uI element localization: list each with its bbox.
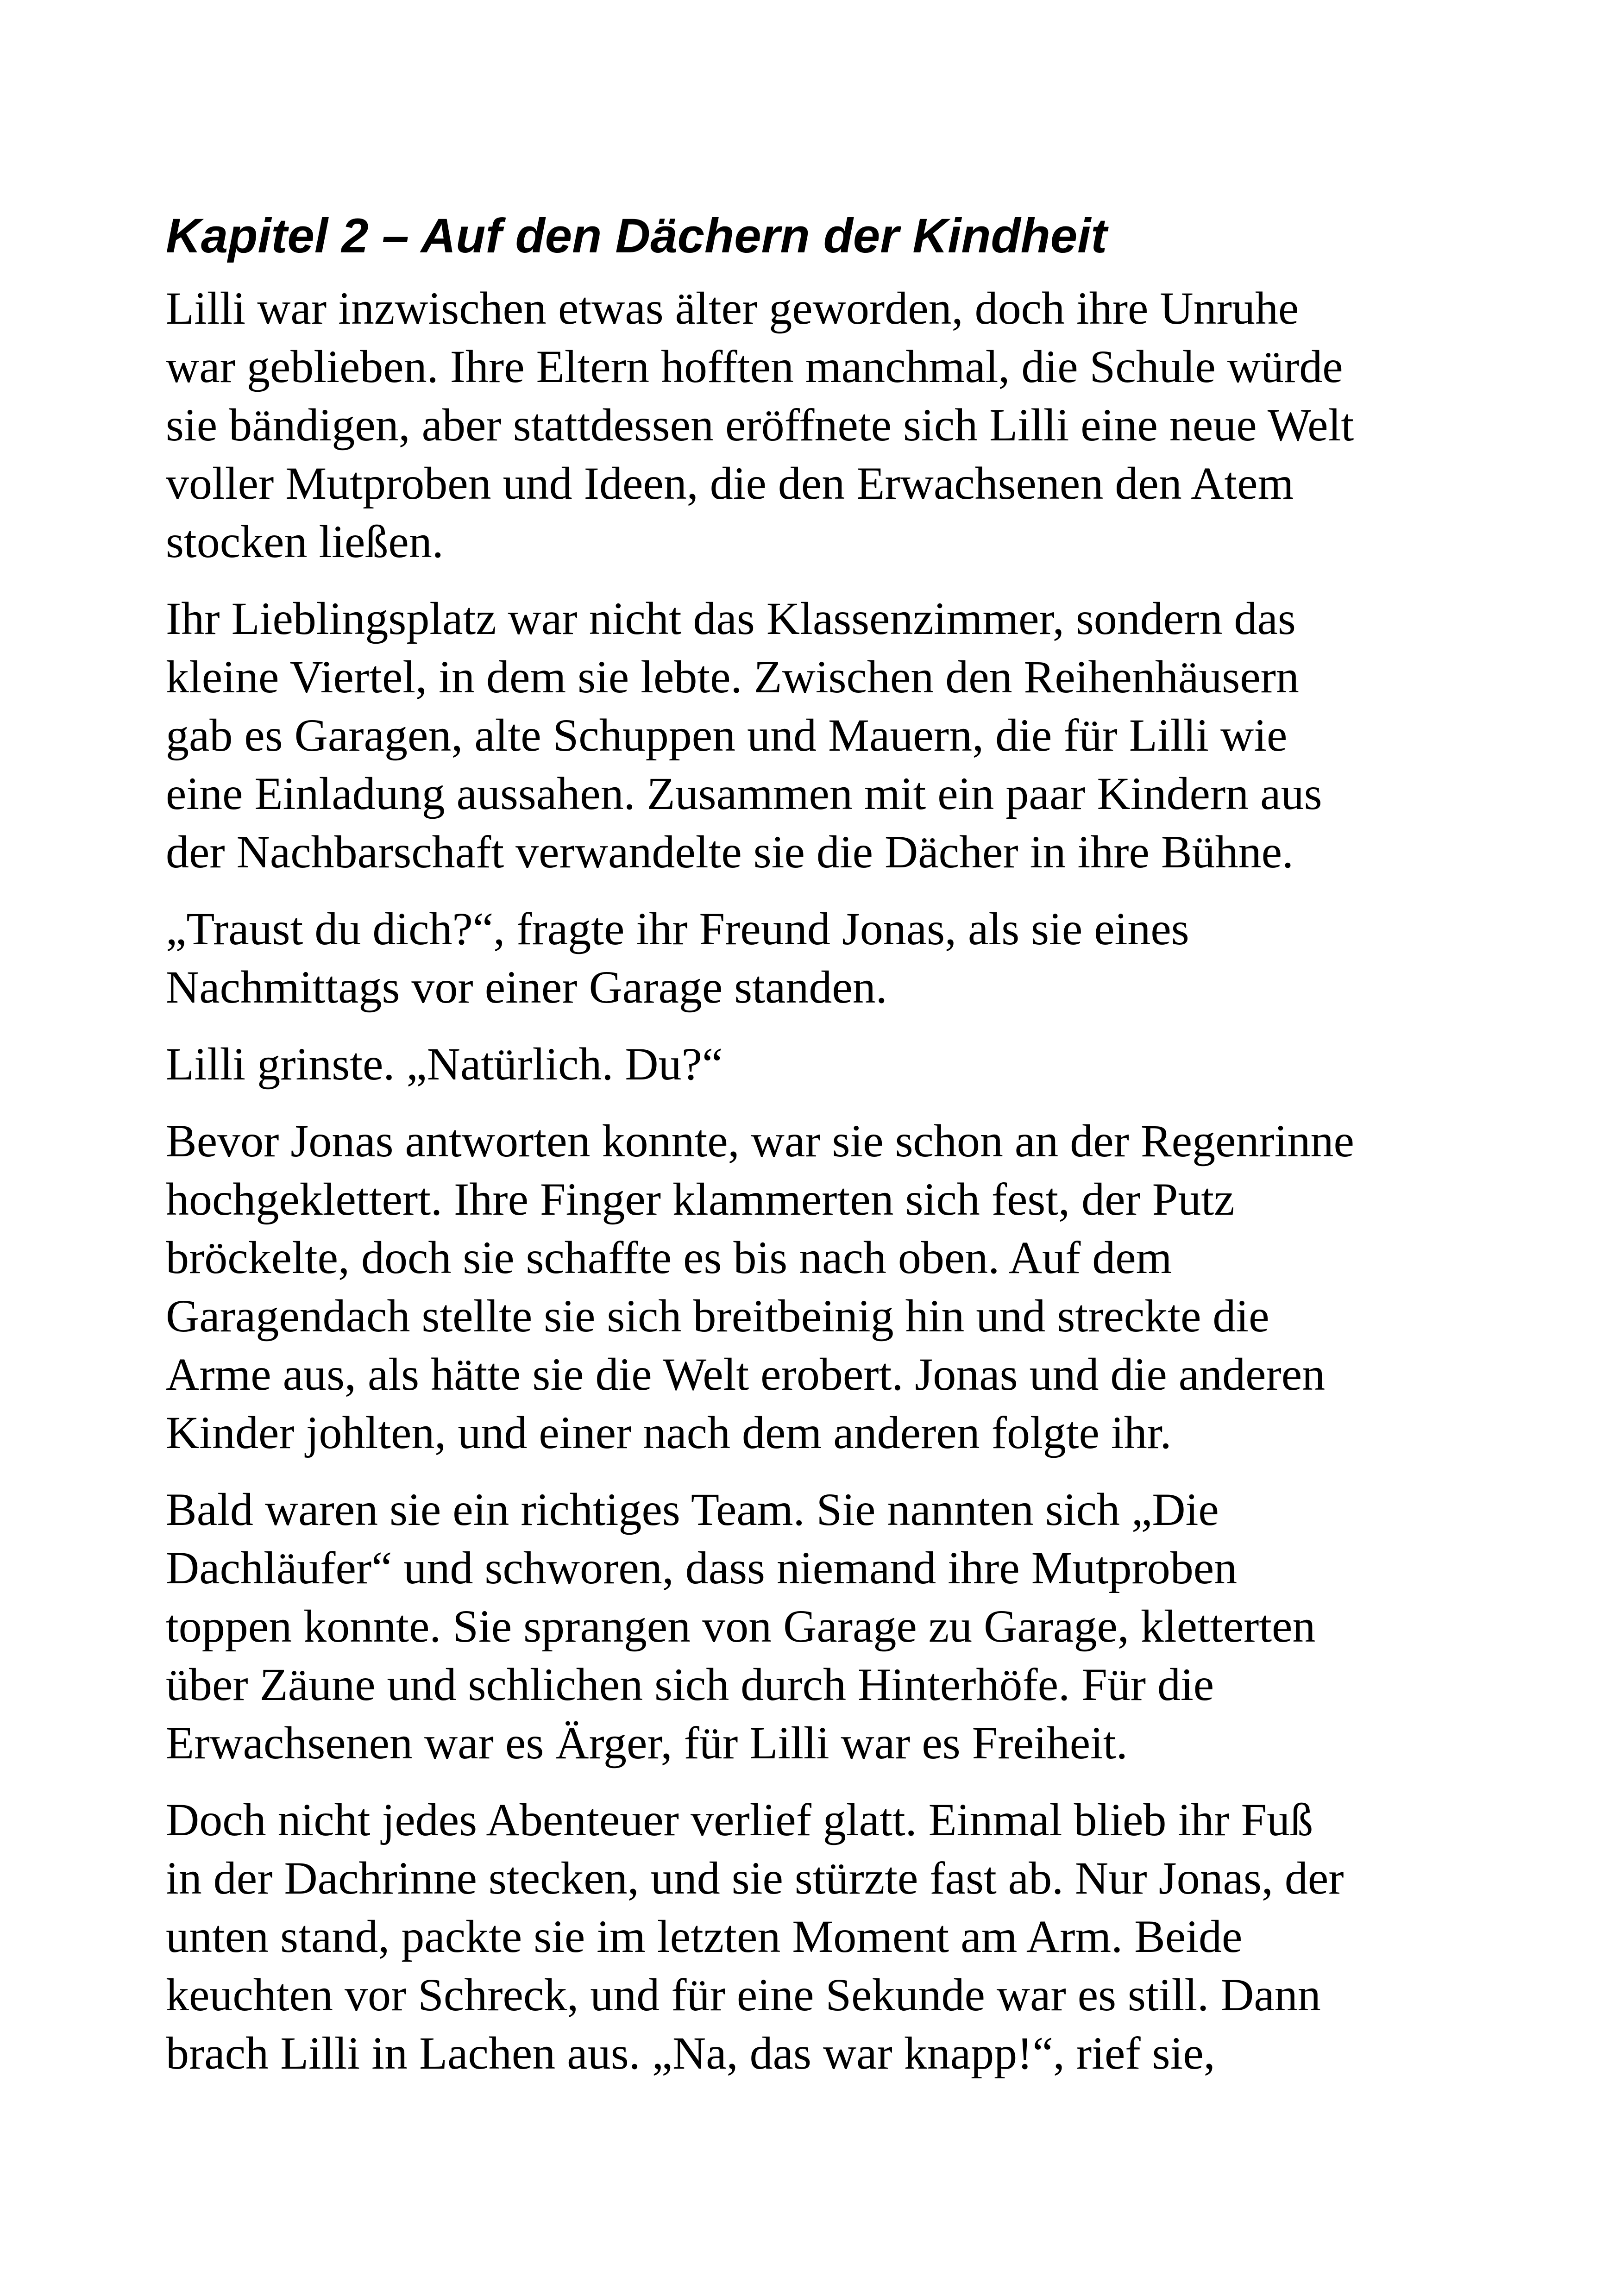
text-line: keuchten vor Schreck, und für eine Sekunde war es still. Dann xyxy=(166,1969,1321,2020)
text-line: „Traust du dich?“, fragte ihr Freund Jonas, als sie eines xyxy=(166,903,1189,954)
paragraph xyxy=(166,900,1490,1016)
text-line: über Zäune und schlichen sich durch Hinterhöfe. Für die xyxy=(166,1659,1214,1710)
text-line: brach Lilli in Lachen aus. „Na, das war knapp!“, rief sie, xyxy=(166,2027,1215,2079)
text-line: voller Mutproben und Ideen, die den Erwachsenen den Atem xyxy=(166,458,1294,509)
text-line: hochgeklettert. Ihre Finger klammerten sich fest, der Putz xyxy=(166,1173,1235,1225)
text-line: Ihr Lieblingsplatz war nicht das Klassenzimmer, sondern das xyxy=(166,593,1296,644)
paragraph xyxy=(166,1791,1490,2083)
chapter-title: Kapitel 2 – Auf den Dächern der Kindheit xyxy=(166,209,1107,263)
text-line: Nachmittags vor einer Garage standen. xyxy=(166,961,887,1013)
text-line: unten stand, packte sie im letzten Moment am Arm. Beide xyxy=(166,1911,1243,1962)
text-line: Garagendach stellte sie sich breitbeinig hin und streckte die xyxy=(166,1290,1269,1342)
text-line: toppen konnte. Sie sprangen von Garage zu Garage, kletterten xyxy=(166,1600,1316,1652)
paragraph xyxy=(166,1112,1490,1462)
text-line: Doch nicht jedes Abenteuer verlief glatt. Einmal blieb ihr Fuß xyxy=(166,1794,1313,1845)
paragraph xyxy=(166,590,1490,881)
page-content xyxy=(166,206,1490,2101)
text-line: gab es Garagen, alte Schuppen und Mauern, die für Lilli wie xyxy=(166,709,1288,761)
text-line: eine Einladung aussahen. Zusammen mit ein paar Kindern aus xyxy=(166,768,1322,819)
text-line: Erwachsenen war es Ärger, für Lilli war es Freiheit. xyxy=(166,1717,1128,1769)
text-line: war geblieben. Ihre Eltern hofften manchmal, die Schule würde xyxy=(166,341,1343,392)
text-line: sie bändigen, aber stattdessen eröffnete sich Lilli eine neue Welt xyxy=(166,399,1354,451)
text-line: Bald waren sie ein richtiges Team. Sie nannten sich „Die xyxy=(166,1484,1219,1535)
text-line: in der Dachrinne stecken, und sie stürzte fast ab. Nur Jonas, der xyxy=(166,1852,1344,1904)
text-line: kleine Viertel, in dem sie lebte. Zwischen den Reihenhäusern xyxy=(166,651,1299,703)
text-line: Kinder johlten, und einer nach dem anderen folgte ihr. xyxy=(166,1407,1172,1458)
text-line: Lilli war inzwischen etwas älter geworden, doch ihre Unruhe xyxy=(166,282,1299,334)
text-line: bröckelte, doch sie schaffte es bis nach oben. Auf dem xyxy=(166,1232,1172,1283)
text-line: stocken ließen. xyxy=(166,516,444,567)
text-line: Lilli grinste. „Natürlich. Du?“ xyxy=(166,1038,723,1090)
text-line: Dachläufer“ und schworen, dass niemand ihre Mutproben xyxy=(166,1542,1238,1593)
paragraph xyxy=(166,279,1490,571)
paragraph xyxy=(166,1035,1490,1093)
text-line: Bevor Jonas antworten konnte, war sie schon an der Regenrinne xyxy=(166,1115,1354,1167)
text-line: Arme aus, als hätte sie die Welt erobert. Jonas und die anderen xyxy=(166,1349,1326,1400)
paragraph xyxy=(166,1480,1490,1772)
text-line: der Nachbarschaft verwandelte sie die Dächer in ihre Bühne. xyxy=(166,826,1294,878)
